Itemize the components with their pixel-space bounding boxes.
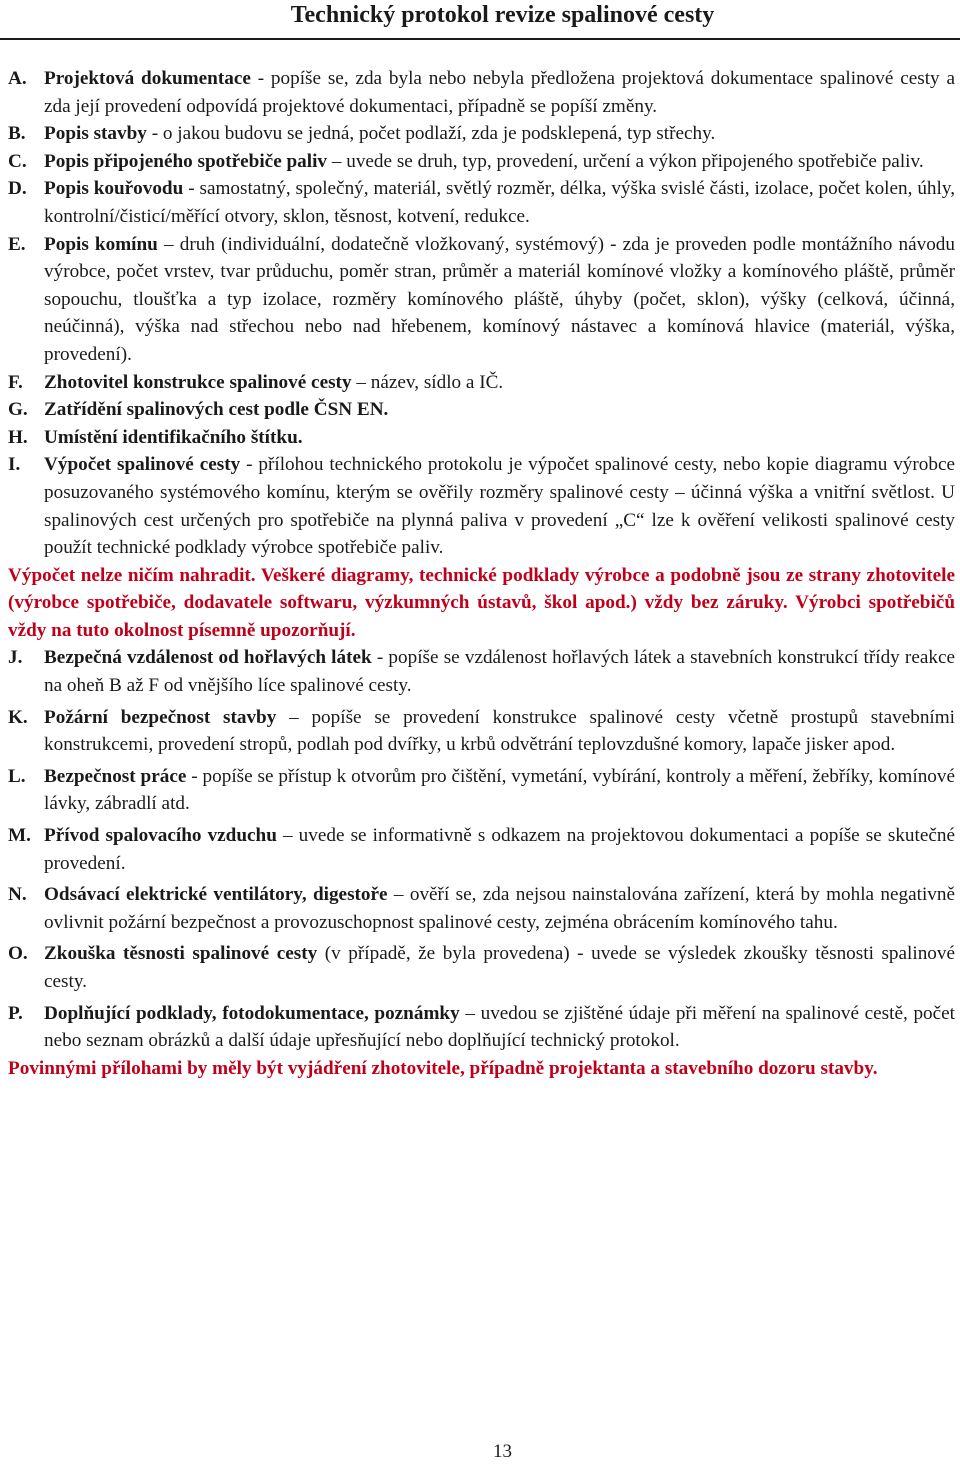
item-letter: I. [8,454,21,476]
item-heading: Bezpečná vzdálenost od hořlavých látek [44,647,372,669]
item-description: – uvedou se zjištěné údaje při měření na spalinové cestě, počet nebo seznam obrázků a další údaje upřesňující nebo doplňující technický protokol. [44,1002,955,1052]
item-text [44,175,955,230]
item-text [44,148,955,176]
list-item [8,369,955,397]
item-heading: Projektová dokumentace [44,68,251,89]
item-description: – popíše se provedení konstrukce spalinové cesty včetně prostupů stavebními konstrukcemi, provedení stropů, podlah pod dvířky, u krbů odvětrání teplovzdušné komory, lapače jisker apod. [44,706,956,756]
item-heading: Popis připojeného spotřebiče paliv [44,150,328,172]
item-heading: Výpočet spalinové cesty [44,454,241,476]
item-text [44,940,955,995]
item-description: – druh (individuální, dodatečně vložkovaný, systémový) - zda je proveden podle montážního návodu výrobce, počet vrstev, tvar průduchu, poměr stran, průměr a materiál komínové vložky a komínového pláště, průměr sopouchu, tloušťka a typ izolace, rozměry komínového pláště, úhyby (počet, sklon), výšky (celková, účinná, neúčinná), výška nad střechou nebo nad hřebenem, komínový nástavec a komínová hlavice (materiál, výška, provedení). [44,233,955,365]
item-text [44,65,955,120]
item-description: – ověří se, zda nejsou nainstalována zařízení, která by mohla negativně ovlivnit požární bezpečnost a provozuschopnost spalinové cesty, zejména obrácením komínového tahu. [44,884,955,933]
list-item [8,175,955,230]
item-heading: Popis kouřovodu [44,178,184,200]
list-item [8,424,955,452]
item-heading: Odsávací elektrické ventilátory, digestoře [44,884,388,906]
item-text [44,881,955,936]
item-description: - přílohou technického protokolu je výpočet spalinové cesty, nebo kopie diagramu výrobce posuzovaného systémového komínu, kterým se ověřily rozměry spalinové cesty – účinná výška a vnitřní světlost. U spalinových cest určených pro spotřebiče na plynná paliva v provedení „C“ lze k ověření velikosti spalinové cesty použít technické podklady výrobce spotřebiče paliv. [44,454,956,559]
list-item [8,822,955,877]
item-text [44,644,955,699]
item-letter: B. [8,123,26,145]
item-description: - popíše se přístup k otvorům pro čištění, vymetání, vybírání, kontroly a měření, žebříky, komínové lávky, zábradlí atd. [44,765,955,815]
list-item [8,65,955,120]
document-title: Technický protokol revize spalinové cesty [290,2,715,28]
list-item [8,451,955,561]
list-item [8,644,955,699]
item-letter: P. [8,1002,23,1024]
warning-paragraph-2: Povinnými přílohami by měly být vyjádření zhotovitele, případně projektanta a stavebního dozoru stavby. [8,1057,878,1079]
item-text [44,424,955,452]
item-text [44,704,955,759]
item-heading: Popis stavby [44,123,147,145]
item-heading: Zhotovitel konstrukce spalinové cesty [44,371,352,393]
item-heading: Zkouška těsnosti spalinové cesty [44,943,318,965]
item-list-1 [8,65,955,562]
item-letter: J. [8,647,23,669]
item-letter: H. [8,426,28,448]
item-description: – název, sídlo a IČ. [351,371,504,393]
item-letter: M. [8,825,31,847]
item-letter: G. [8,399,28,421]
item-letter: K. [8,706,28,728]
item-letter: F. [8,371,23,393]
list-item [8,881,955,936]
item-heading: Popis komínu [44,233,158,255]
item-description: - popíše se vzdálenost hořlavých látek a stavebních konstrukcí třídy reakce na oheň B až F od vnějšího líce spalinové cesty. [44,647,955,697]
list-item [8,396,955,424]
list-item [8,148,955,176]
item-description: (v případě, že byla provedena) - uvede se výsledek zkoušky těsnosti spalinové cesty. [44,943,955,992]
list-item [8,231,955,369]
item-text [44,1000,955,1055]
list-item [8,1000,955,1055]
item-heading: Doplňující podklady, fotodokumentace, poznámky [44,1002,460,1024]
item-heading: Bezpečnost práce [44,765,187,787]
item-text [44,369,955,397]
item-text [44,451,955,561]
item-description: – uvede se informativně s odkazem na projektovou dokumentaci a popíše se skutečné provedení. [44,825,955,874]
title-rule [0,38,960,40]
item-text [44,763,955,818]
item-letter: O. [8,943,28,965]
item-heading: Přívod spalovacího vzduchu [44,825,277,847]
item-description: – uvede se druh, typ, provedení, určení a výkon připojeného spotřebiče paliv. [327,150,924,172]
item-list-2 [8,644,955,1054]
item-letter: A. [8,68,27,89]
item-text [44,120,955,148]
item-letter: L. [8,765,26,787]
page-number: 13 [493,1441,512,1462]
item-letter: N. [8,884,27,906]
warning-paragraph-1: Výpočet nelze ničím nahradit. Veškeré diagramy, technické podklady výrobce a podobně jsou ze strany zhotovitele (výrobce spotřebiče, dodavatele softwaru, výzkumných ústavů, škol apod.) vždy bez záruky. Výrobci spotřebičů vždy na tuto okolnost písemně upozorňují. [8,564,955,641]
item-letter: C. [8,150,27,172]
list-item [8,763,955,818]
item-description: - o jakou budovu se jedná, počet podlaží, zda je podsklepená, typ střechy. [146,123,716,145]
item-description: - popíše se, zda byla nebo nebyla předložena projektová dokumentace spalinové cesty a zda její provedení odpovídá projektové dokumentaci, případně se popíší změny. [44,68,955,117]
list-item [8,940,955,995]
item-heading: Požární bezpečnost stavby [44,706,277,728]
item-text [44,822,955,877]
item-heading: Umístění identifikačního štítku. [44,426,303,448]
item-text [44,396,955,424]
item-text [44,231,955,369]
item-letter: E. [8,233,26,255]
item-letter: D. [8,178,27,200]
list-item [8,704,955,759]
item-heading: Zatřídění spalinových cest podle ČSN EN. [44,399,389,421]
document-body [8,65,955,1082]
item-description: - samostatný, společný, materiál, světlý rozměr, délka, výška svislé části, izolace, počet kolen, úhly, kontrolní/čisticí/měřící otvory, sklon, těsnost, kotvení, redukce. [44,178,956,227]
list-item [8,120,955,148]
